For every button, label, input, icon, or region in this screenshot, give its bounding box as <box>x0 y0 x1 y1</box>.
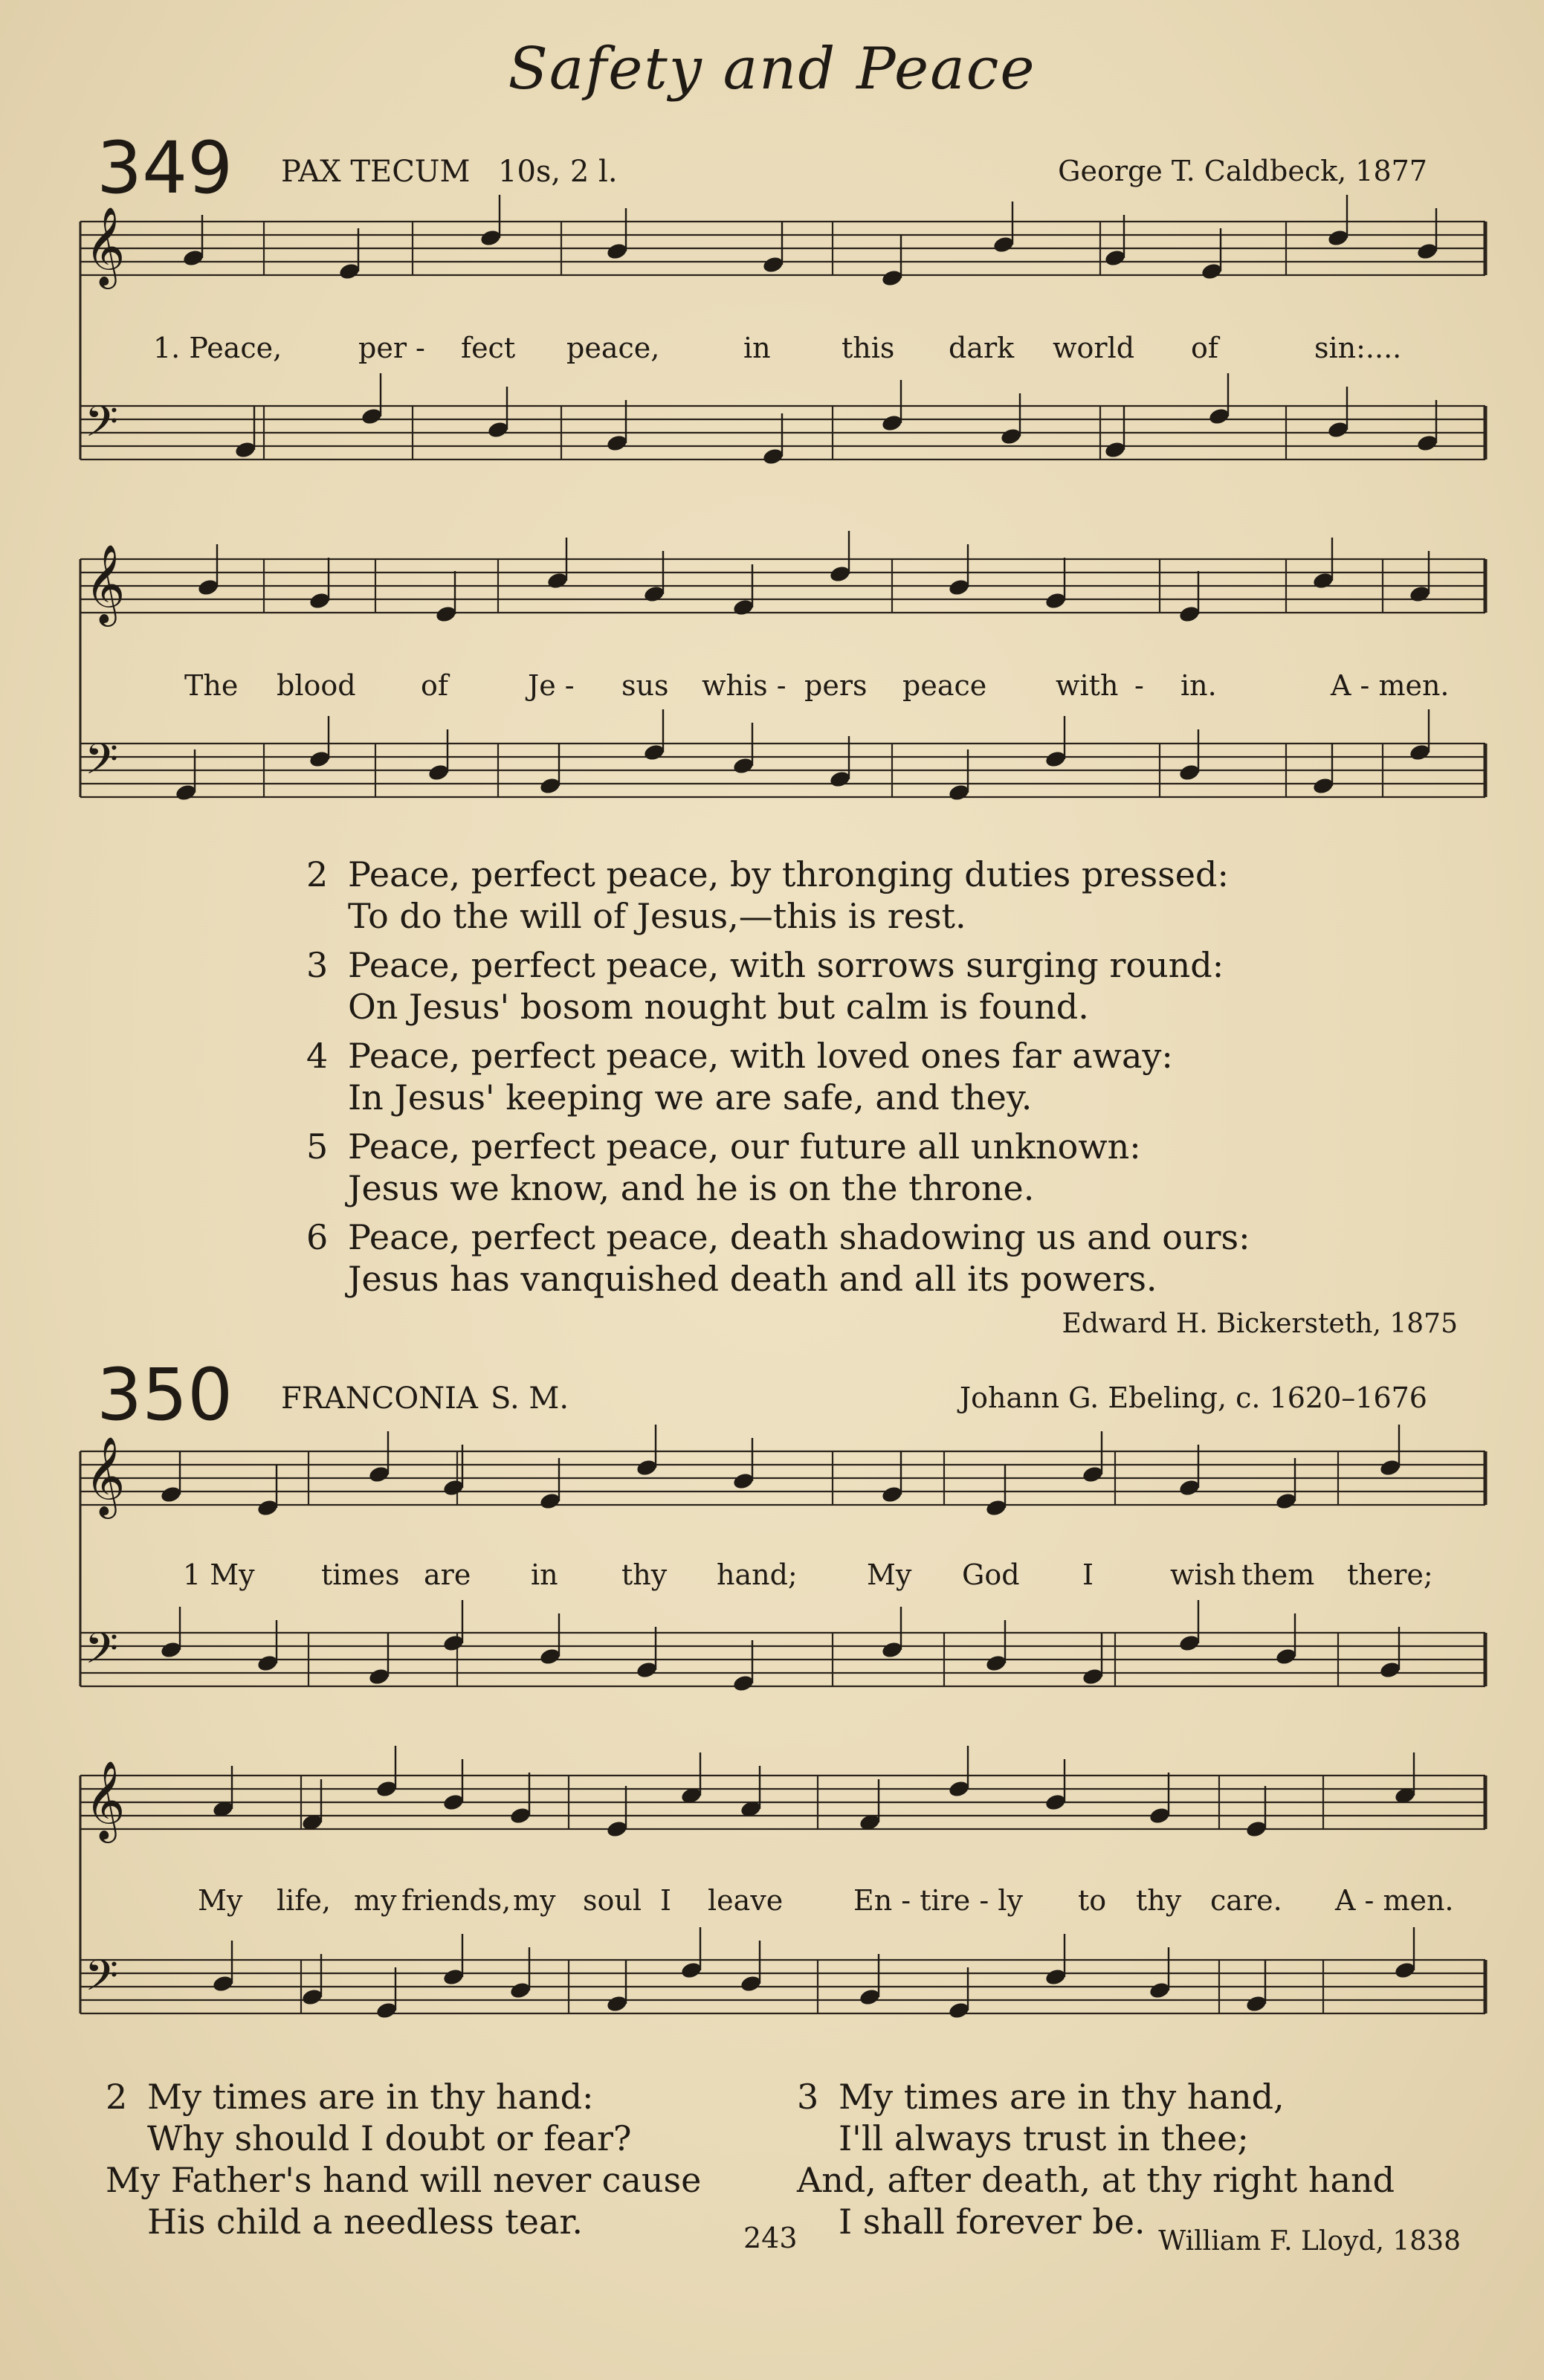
note-head <box>309 749 332 769</box>
note-head <box>829 770 852 789</box>
note-head <box>1312 776 1335 796</box>
verse-block-349: 2 Peace, perfect peace, by thronging duties pressed: To do the will of Jesus,—this is rest. 3 Peace, perfect peace, with sorrows surging round: On Jesus' bosom nought but calm is found. 4 Peace, perfect peace, with loved ones far away: In Jesus' keeping we are safe, and they. 5 Peace, perfect peace, our future all unknown: Jesus we know, and he is on the throne. 6 Peace, perfect peace, death shadowing us and ours: Jesus has vanquished death and all its powers. <box>306 854 1250 1299</box>
note-head <box>539 1647 562 1666</box>
note-head <box>985 1654 1008 1673</box>
note-head <box>160 1485 183 1504</box>
note-head <box>881 413 904 433</box>
note-head <box>175 783 198 802</box>
lyric-syllable: peace <box>902 669 987 702</box>
lyric-syllable: - <box>1134 669 1144 702</box>
note-head <box>1104 440 1127 459</box>
lyric-syllable: whis - <box>702 669 786 702</box>
note-head <box>1394 1961 1417 1980</box>
note-head <box>1379 1458 1402 1477</box>
lyric-syllable: with <box>1056 669 1119 702</box>
lyric-syllable: my <box>513 1884 556 1917</box>
verse-block-350-left: 2 My times are in thy hand: Why should I doubt or fear? My Father's hand will never cause His child a needless tear. <box>106 2077 702 2242</box>
note-head <box>740 1974 763 1993</box>
treble-clef-icon: 𝄞 <box>85 1760 126 1839</box>
lyric-syllable: in <box>743 332 771 364</box>
note-head <box>1000 427 1023 446</box>
note-head <box>1327 228 1350 248</box>
lyric-syllable: there; <box>1347 1558 1433 1591</box>
note-head <box>1044 591 1067 610</box>
lyric-syllable: A - men. <box>1331 669 1450 702</box>
lyric-syllable: per - <box>358 332 425 364</box>
lyric-syllable: The <box>184 669 239 702</box>
lyric-syllable: leave <box>708 1884 784 1917</box>
note-head <box>859 1987 882 2007</box>
lyric-syllable: fect <box>461 332 516 364</box>
note-head <box>361 407 384 426</box>
note-head <box>509 1806 532 1825</box>
note-head <box>1201 262 1224 281</box>
note-head <box>442 1478 465 1497</box>
lyric-syllable: A - men. <box>1335 1884 1454 1917</box>
note-head <box>1275 1491 1298 1511</box>
note-head <box>479 228 503 248</box>
note-head <box>1149 1806 1172 1825</box>
lyric-syllable: sin:.... <box>1314 332 1402 364</box>
note-head <box>762 255 785 274</box>
note-head <box>948 578 971 597</box>
note-head <box>368 1465 391 1484</box>
note-head <box>1082 1667 1105 1686</box>
treble-clef-icon: 𝄞 <box>85 206 126 286</box>
lyric-syllable: to <box>1078 1884 1107 1917</box>
lyric-syllable: wish <box>1170 1558 1236 1591</box>
hymn-author: William F. Lloyd, 1838 <box>1158 2226 1461 2257</box>
note-head <box>643 743 666 762</box>
verse-5: 5 Peace, perfect peace, our future all unknown: <box>306 1126 1141 1167</box>
lyric-syllable: En - tire - ly <box>853 1884 1023 1917</box>
note-head <box>1416 242 1439 261</box>
note-head <box>338 262 361 281</box>
note-head <box>680 1961 703 1980</box>
lyric-syllable: soul <box>583 1884 642 1917</box>
lyric-syllable: in <box>531 1558 558 1591</box>
note-head <box>509 1981 532 2000</box>
note-head <box>732 598 755 617</box>
lyric-syllable: of <box>421 669 448 702</box>
note-head <box>234 440 257 459</box>
treble-clef-icon: 𝄞 <box>85 1436 126 1515</box>
note-head <box>606 242 629 261</box>
note-head <box>1044 1793 1067 1812</box>
note-head <box>1178 604 1201 624</box>
lyric-syllable: 1 My <box>183 1558 255 1591</box>
lyric-syllable: of <box>1191 332 1218 364</box>
lyric-syllable: 1. Peace, <box>153 332 282 364</box>
verse-6: 6 Peace, perfect peace, death shadowing us and ours: <box>306 1217 1250 1257</box>
note-head <box>539 776 562 796</box>
clef-symbols <box>85 206 125 2011</box>
hymn-header-350 <box>97 1353 1427 1450</box>
lyric-syllable: peace, <box>566 332 660 364</box>
note-head <box>197 578 220 597</box>
note-head <box>636 1660 659 1680</box>
lyric-syllable: God <box>962 1558 1020 1591</box>
verse-3: 3 My times are in thy hand, <box>797 2077 1285 2117</box>
lyric-syllable: sus <box>621 669 669 702</box>
lyric-syllable: Je - <box>528 669 575 702</box>
note-head <box>985 1498 1008 1518</box>
lyric-syllable: care. <box>1210 1884 1282 1917</box>
note-head <box>1044 749 1067 769</box>
lyric-syllable: times <box>321 1558 400 1591</box>
note-head <box>732 1674 755 1693</box>
hymn-number: 350 <box>97 1353 233 1436</box>
note-head <box>487 420 510 439</box>
note-head <box>539 1491 562 1511</box>
verse-block-350-right: 3 My times are in thy hand, I'll always trust in thee; And, after death, at thy right hand I shall forever be. <box>797 2077 1395 2242</box>
note-head <box>606 433 629 453</box>
hymn-author: Edward H. Bickersteth, 1875 <box>1062 1309 1458 1339</box>
lyric-syllable: are <box>424 1558 471 1591</box>
note-head <box>732 1471 755 1491</box>
verse-2: 2 Peace, perfect peace, by thronging duties pressed: <box>306 854 1229 894</box>
lyric-syllable: My <box>867 1558 912 1591</box>
meter: S. M. <box>491 1381 569 1416</box>
lyric-syllable: this <box>842 332 895 364</box>
note-head <box>435 604 458 624</box>
meter: 10s, 2 l. <box>498 155 618 189</box>
note-head <box>546 571 569 590</box>
tune-name: FRANCONIA <box>281 1381 478 1416</box>
bass-clef-icon: 𝄢 <box>85 396 119 457</box>
note-head <box>636 1458 659 1477</box>
composer: George T. Caldbeck, 1877 <box>1058 155 1427 187</box>
lyric-syllable: dark <box>949 332 1015 364</box>
bass-clef-icon: 𝄢 <box>85 734 119 795</box>
lyric-syllable: thy <box>1136 1884 1182 1917</box>
note-head <box>1245 1994 1268 2013</box>
lyric-syllable: pers <box>804 669 868 702</box>
note-head <box>442 1793 465 1812</box>
verse-3: 3 Peace, perfect peace, with sorrows surging round: <box>306 945 1224 985</box>
note-head <box>1245 1819 1268 1839</box>
note-head <box>1416 433 1439 453</box>
note-head <box>1178 1634 1201 1653</box>
note-head <box>1178 1478 1201 1497</box>
lyric-syllable: I <box>660 1884 672 1917</box>
note-head <box>948 2001 971 2020</box>
lyric-syllable: blood <box>277 669 356 702</box>
note-head <box>1104 248 1127 268</box>
lyric-syllable: them <box>1241 1558 1315 1591</box>
note-head <box>948 783 971 802</box>
note-head <box>606 1819 629 1839</box>
bass-clef-icon: 𝄢 <box>85 1623 119 1684</box>
note-head <box>762 447 785 466</box>
note-head <box>1327 420 1350 439</box>
note-head <box>606 1994 629 2013</box>
lyric-syllable: life, <box>277 1884 331 1917</box>
note-head <box>1379 1660 1402 1680</box>
lyric-syllable: thy <box>621 1558 668 1591</box>
verse-4: 4 Peace, perfect peace, with loved ones far away: <box>306 1036 1173 1076</box>
note-head <box>1208 407 1231 426</box>
note-head <box>427 763 450 782</box>
note-head <box>881 1640 904 1660</box>
note-head <box>160 1640 183 1660</box>
treble-clef-icon: 𝄞 <box>85 544 126 623</box>
note-head <box>212 1974 235 1993</box>
note-head <box>1082 1465 1105 1484</box>
note-head <box>442 1967 465 1987</box>
note-head <box>948 1779 971 1799</box>
bass-clef-icon: 𝄢 <box>85 1950 119 2011</box>
note-head <box>1275 1647 1298 1666</box>
note-head <box>732 756 755 775</box>
note-head <box>992 235 1015 254</box>
note-head <box>1044 1967 1067 1987</box>
note-head <box>301 1987 324 2007</box>
page-number: 243 <box>743 2222 798 2254</box>
note-head <box>881 268 904 288</box>
lyric-syllable: friends, <box>401 1884 511 1917</box>
note-head <box>442 1634 465 1653</box>
verse-2: 2 My times are in thy hand: <box>106 2077 594 2117</box>
lyric-syllable: hand; <box>717 1558 798 1591</box>
note-head <box>1312 571 1335 590</box>
lyric-syllable: My <box>198 1884 243 1917</box>
lyric-syllable: I <box>1082 1558 1094 1591</box>
lyric-syllable: in. <box>1180 669 1217 702</box>
section-title: Safety and Peace <box>508 36 1036 103</box>
note-head <box>256 1498 280 1518</box>
note-head <box>1178 763 1201 782</box>
note-head <box>1149 1981 1172 2000</box>
note-head <box>643 584 666 604</box>
lyric-syllable: my <box>354 1884 397 1917</box>
note-head <box>829 564 852 584</box>
note-head <box>309 591 332 610</box>
composer: Johann G. Ebeling, c. 1620–1676 <box>959 1381 1427 1414</box>
note-head <box>375 1779 398 1799</box>
note-head <box>1409 584 1432 604</box>
note-head <box>375 2001 398 2020</box>
note-head <box>881 1485 904 1504</box>
note-head <box>256 1654 280 1673</box>
note-head <box>182 248 205 268</box>
lyric-syllable: world <box>1053 332 1135 364</box>
note-head <box>1409 743 1432 762</box>
hymn-number: 349 <box>97 126 233 210</box>
note-head <box>368 1667 391 1686</box>
tune-name: PAX TECUM <box>281 155 471 189</box>
